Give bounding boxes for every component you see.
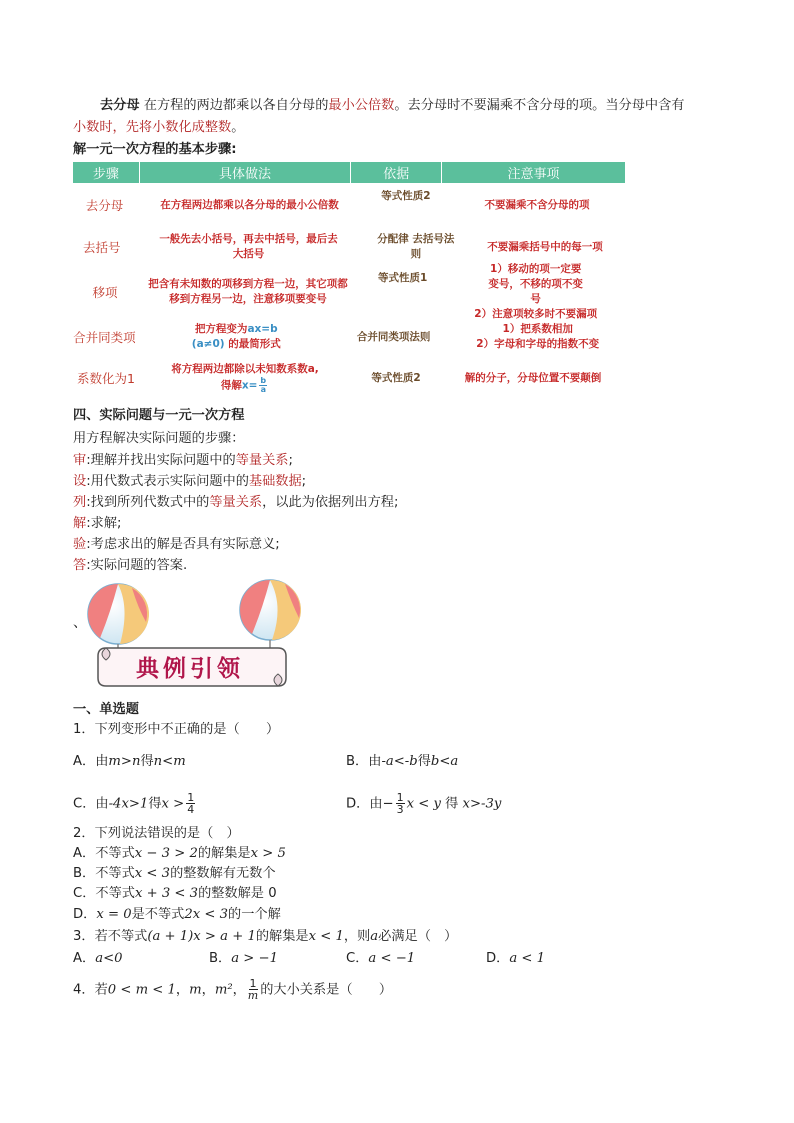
intro-line-1 [100, 96, 684, 116]
item-text: :考虑求出的解是否具有实际意义; [86, 537, 280, 552]
item-text: :求解; [86, 516, 122, 531]
fraction-num: 1 [187, 791, 195, 804]
row-note-1: 1）把系数相加 [502, 323, 573, 335]
table-row [73, 263, 625, 320]
section4-item-2 [73, 493, 398, 513]
row-note [450, 317, 625, 357]
header-basis: 依据 [351, 162, 442, 183]
opt-fraction [396, 792, 405, 815]
q1-stem: 1．下列变形中不正确的是（ ） [73, 722, 280, 737]
opt-expr: b<a [430, 754, 459, 769]
fraction-num: 1 [396, 791, 404, 804]
opt-expr: x − 3 > 2 [134, 846, 198, 861]
row-step: 合并同类项 [73, 330, 136, 345]
opt-label: A．由 [73, 754, 109, 769]
table-row [73, 317, 625, 357]
opt-text: 得 [140, 754, 154, 769]
opt-text: 的一个解 [228, 907, 281, 922]
opt-expr: -4x>1 [108, 796, 149, 812]
q3-stem [73, 928, 457, 946]
q3-option-a [73, 950, 123, 968]
stem-text: 4．若 [73, 982, 108, 998]
item-highlight: 基础数据 [248, 474, 302, 489]
opt-label: D．由 [346, 796, 383, 812]
fraction-den: 3 [396, 803, 404, 816]
banner-text: 典例引领 [136, 655, 244, 682]
q2-option-a [73, 845, 286, 863]
opt-minus: − [382, 796, 394, 812]
section4-item-4 [73, 535, 280, 555]
q1-option-a [73, 753, 186, 771]
table-row [73, 227, 625, 267]
section4-item-5 [73, 556, 187, 576]
opt-text: 的整数解是 0 [198, 886, 277, 901]
fraction-num: 1 [249, 977, 257, 990]
opt-label: B．由 [346, 754, 382, 769]
row-note [446, 263, 625, 320]
opt-label: D． [73, 907, 97, 922]
row-basis: 分配律 去括号法则 [377, 233, 455, 260]
opt-expr: n<m [153, 754, 186, 769]
stem-expr: a [370, 929, 379, 944]
opt-expr: a<0 [95, 951, 123, 966]
opt-label: B．不等式 [73, 866, 135, 881]
row-method [139, 357, 351, 399]
row-basis: 合并同类项法则 [356, 330, 431, 343]
section4-sub: 用方程解决实际问题的步骤： [73, 431, 245, 446]
stem-text: ，则 [343, 929, 371, 944]
q3-option-b [209, 950, 278, 968]
opt-text: 得 [148, 796, 162, 812]
row-step: 系数化为1 [77, 371, 135, 386]
opt-label: C．不等式 [73, 886, 135, 901]
intro-text-2: 。去分母时不要漏乘不含分母的项。当分母中含有 [394, 98, 685, 113]
row-note: 解的分子，分母位置不要颠倒 [464, 371, 602, 384]
stem-expr: m [189, 982, 202, 998]
ball-icon-right [240, 580, 301, 658]
item-key: 答 [73, 558, 87, 573]
header-method: 具体做法 [140, 162, 352, 183]
item-highlight: 等量关系 [209, 495, 263, 510]
opt-label: C． [346, 951, 369, 966]
row-note: 不要漏乘括号中的每一项 [487, 240, 603, 253]
row-basis: 等式性质2 [381, 190, 431, 202]
fraction-num: b [260, 376, 267, 385]
opt-label: C．由 [73, 796, 109, 812]
opt-text: 得 [445, 796, 459, 812]
row-basis: 等式性质2 [371, 371, 421, 384]
item-key: 列 [73, 495, 87, 510]
opt-text: 得 [417, 754, 431, 769]
method-eq: ax=b [247, 323, 278, 335]
item-post: ，以此为依据列出方程; [262, 495, 399, 510]
opt-text: 的整数解有无数个 [170, 866, 276, 881]
row-note-2: 2）注意项较多时不要漏项 [474, 308, 598, 320]
stem-expr: (a + 1)x > a + 1 [147, 929, 256, 944]
row-method: 把含有未知数的项移到方程一边，其它项都移到方程另一边，注意移项要变号 [148, 278, 348, 305]
opt-expr: 2x < 3 [184, 907, 229, 922]
row-method: 一般先去小括号，再去中括号，最后去大括号 [159, 233, 338, 260]
opt-expr: a < 1 [509, 951, 546, 966]
stem-text: ， [232, 982, 246, 998]
q1-option-d [346, 792, 501, 815]
section4-item-3 [73, 514, 121, 534]
header-step: 步骤 [73, 162, 140, 183]
steps-table [73, 162, 625, 399]
method-text-b: 得解 [220, 379, 242, 392]
steps-title: 解一元一次方程的基本步骤: [73, 142, 237, 157]
fraction-den: a [260, 385, 266, 394]
stem-expr: x < 1 [308, 929, 344, 944]
opt-expr: x + 3 < 3 [134, 886, 199, 901]
item-text: :理解并找出实际问题中的 [86, 453, 236, 468]
stem-expr: 0 < m < 1 [107, 982, 176, 998]
opt-label: A．不等式 [73, 846, 135, 861]
item-key: 审 [73, 453, 87, 468]
item-highlight: 等量关系 [235, 453, 289, 468]
method-fraction [259, 377, 267, 394]
section4-item-1 [73, 472, 306, 492]
opt-text: 的解集是 [197, 846, 251, 861]
row-step: 去括号 [82, 240, 121, 255]
q3-option-d [486, 950, 545, 968]
intro-lcm: 最小公倍数 [328, 98, 395, 113]
row-step: 移项 [92, 285, 118, 300]
item-text: :找到所列代数式中的 [86, 495, 210, 510]
q3-option-c [346, 950, 415, 968]
opt-expr: m>n [108, 754, 141, 769]
item-text: :用代数式表示实际问题中的 [86, 474, 249, 489]
q1-option-b [346, 753, 458, 771]
section4-title: 四、实际问题与一元一次方程 [73, 408, 245, 423]
q1-option-c [73, 792, 197, 815]
section1-title: 一、单选题 [73, 702, 139, 717]
row-note-2: 2）字母和字母的指数不变 [476, 338, 600, 350]
opt-text: 是不等式 [131, 907, 185, 922]
opt-fraction [186, 792, 195, 815]
opt-label: D． [486, 951, 510, 966]
section4-item-0 [73, 451, 293, 471]
q2-option-d [73, 906, 281, 924]
stem-text: 的大小关系是（ ） [260, 982, 393, 998]
stem-expr: m² [214, 982, 233, 998]
row-method [136, 317, 337, 357]
opt-expr: x < y [406, 796, 441, 812]
banner-mark: 、 [73, 615, 87, 631]
fraction-den: 4 [187, 803, 195, 816]
row-basis: 等式性质1 [377, 272, 428, 284]
opt-expr: x = 0 [96, 907, 132, 922]
item-key: 验 [73, 537, 87, 552]
q2-option-c [73, 885, 277, 903]
opt-expr: x < 3 [134, 866, 171, 881]
opt-label: A． [73, 951, 96, 966]
stem-fraction [248, 978, 258, 1001]
header-note: 注意事项 [507, 167, 560, 182]
opt-expr: x > [161, 796, 185, 812]
opt-expr: a < −1 [368, 951, 416, 966]
opt-expr: a > −1 [231, 951, 278, 966]
stem-text: ， [201, 982, 215, 998]
intro-term: 去分母 [100, 98, 140, 113]
method-text-c: 的最简形式 [228, 338, 281, 350]
fraction-den: m [247, 989, 259, 1002]
stem-text: ， [175, 982, 190, 998]
item-key: 解 [73, 516, 87, 531]
row-note: 不要漏乘不含分母的项 [484, 198, 590, 211]
table-row [73, 357, 625, 399]
method-x: x= [241, 379, 258, 392]
opt-expr: x>-3y [462, 796, 502, 812]
stem-text: 3．若不等式 [73, 929, 148, 944]
method-cond: (a≠0) [191, 338, 225, 350]
q4-stem [73, 978, 392, 1001]
row-step: 去分母 [85, 198, 124, 213]
item-post: ; [301, 474, 307, 489]
intro-line-2 [73, 118, 244, 138]
stem-text: 必满足（ ） [378, 929, 458, 944]
opt-expr: -a<-b [381, 754, 418, 769]
opt-label: B． [209, 951, 232, 966]
stem-text: 的解集是 [255, 929, 309, 944]
q2-stem: 2．下列说法错误的是（ ） [73, 826, 240, 841]
table-row [73, 183, 625, 227]
row-method: 在方程两边都乘以各分母的最小公倍数 [160, 198, 339, 211]
intro-text-1: 在方程的两边都乘以各自分母的 [143, 98, 329, 113]
intro-end: 。 [231, 120, 245, 135]
row-note-1: 1）移动的项一定要变号，不移的项不变号 [488, 263, 583, 305]
item-text: :实际问题的答案. [86, 558, 188, 573]
opt-expr: x > 5 [250, 846, 286, 861]
method-text-a: 将方程两边都除以未知数系数a, [171, 363, 319, 375]
item-key: 设 [73, 474, 87, 489]
intro-decimal: 小数时，先将小数化成整数 [73, 120, 232, 135]
method-text-a: 把方程变为 [194, 323, 248, 335]
table-header [73, 162, 625, 183]
item-post: ; [288, 453, 293, 468]
q2-option-b [73, 865, 276, 883]
